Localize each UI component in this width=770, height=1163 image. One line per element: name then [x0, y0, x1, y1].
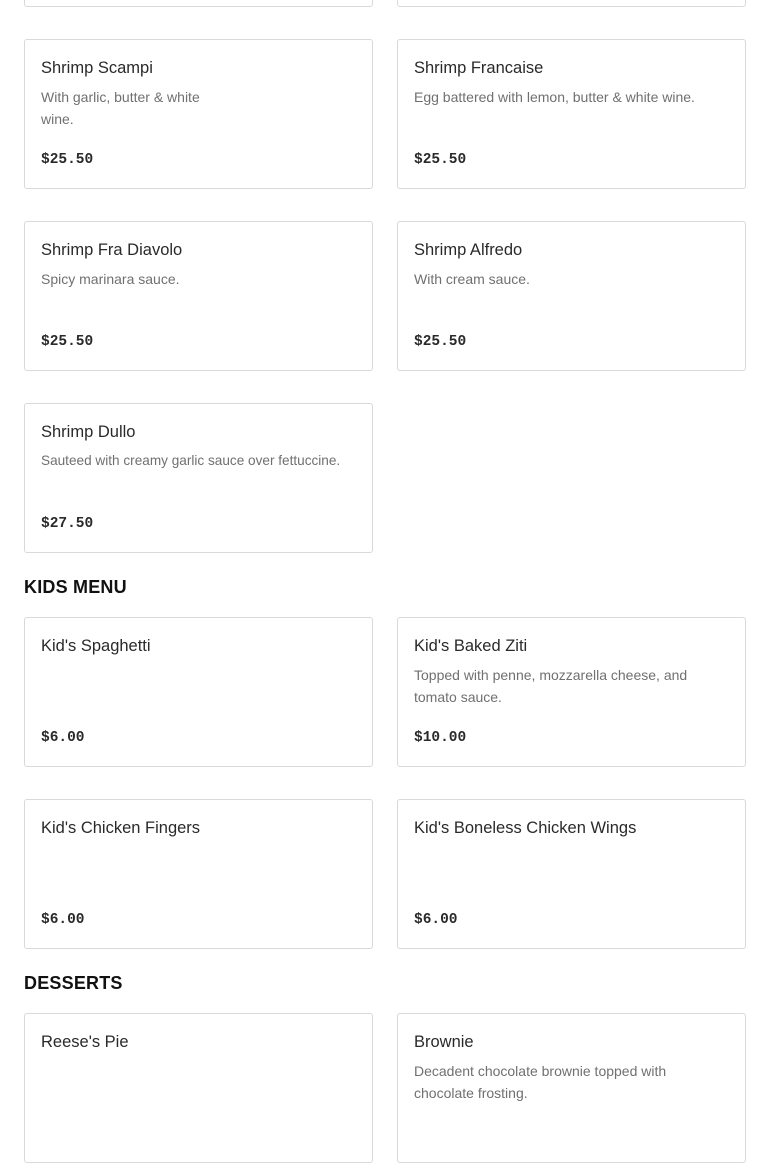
section-heading-desserts: DESSERTS: [24, 973, 123, 993]
menu-item-price: $6.00: [414, 912, 458, 928]
menu-item-description: Topped with penne, mozzarella cheese, and tomato sauce.: [414, 667, 688, 705]
menu-item-price: $10.00: [414, 730, 467, 746]
menu-item-name: Kid's Chicken Fingers: [41, 819, 201, 837]
menu-item-description: With cream sauce.: [414, 271, 530, 287]
menu-item-brownie[interactable]: [397, 1013, 746, 1163]
menu-item-kids-baked-ziti[interactable]: [397, 617, 746, 767]
menu-item-name: Kid's Spaghetti: [41, 637, 151, 655]
menu-item-shrimp-scampi[interactable]: [24, 39, 373, 189]
section-heading-kids-menu: KIDS MENU: [24, 577, 127, 597]
menu-item-name: Brownie: [414, 1033, 474, 1051]
menu-item-reeses-pie[interactable]: [24, 1013, 373, 1163]
menu-item-description: Egg battered with lemon, butter & white wine.: [414, 89, 695, 105]
menu-item-kids-chicken-fingers[interactable]: [24, 799, 373, 949]
menu-item-description: With garlic, butter & white wine.: [41, 89, 200, 127]
menu-item-shrimp-dullo[interactable]: [24, 403, 373, 553]
menu-item-price: $25.50: [41, 334, 94, 350]
menu-item-kids-boneless-chicken-wings[interactable]: [397, 799, 746, 949]
menu-item-kids-spaghetti[interactable]: [24, 617, 373, 767]
menu-item-price: $25.50: [414, 334, 467, 350]
menu-item-shrimp-alfredo[interactable]: [397, 221, 746, 371]
menu-item-description: Sauteed with creamy garlic sauce over fettuccine.: [41, 453, 341, 468]
menu-item-name: Shrimp Dullo: [41, 423, 136, 441]
menu-item-shrimp-francaise[interactable]: [397, 39, 746, 189]
menu-item-card[interactable]: [397, 0, 746, 7]
menu-item-price: $25.50: [41, 152, 94, 168]
menu-item-name: Shrimp Francaise: [414, 59, 544, 77]
menu-item-name: Reese's Pie: [41, 1033, 129, 1051]
menu-item-name: Shrimp Alfredo: [414, 241, 523, 259]
menu-item-name: Shrimp Scampi: [41, 59, 153, 77]
menu-item-price: $6.00: [41, 912, 85, 928]
menu-item-shrimp-fra-diavolo[interactable]: [24, 221, 373, 371]
menu-item-price: $25.50: [414, 152, 467, 168]
menu-item-name: Shrimp Fra Diavolo: [41, 241, 183, 259]
menu-item-description: Spicy marinara sauce.: [41, 271, 180, 287]
menu-item-price: $6.00: [41, 730, 85, 746]
menu-item-name: Kid's Boneless Chicken Wings: [414, 819, 637, 837]
menu-item-card[interactable]: [24, 0, 373, 7]
menu-item-name: Kid's Baked Ziti: [414, 637, 528, 655]
menu-item-description: Decadent chocolate brownie topped with chocolate frosting.: [414, 1063, 667, 1101]
menu-item-price: $27.50: [41, 516, 94, 532]
